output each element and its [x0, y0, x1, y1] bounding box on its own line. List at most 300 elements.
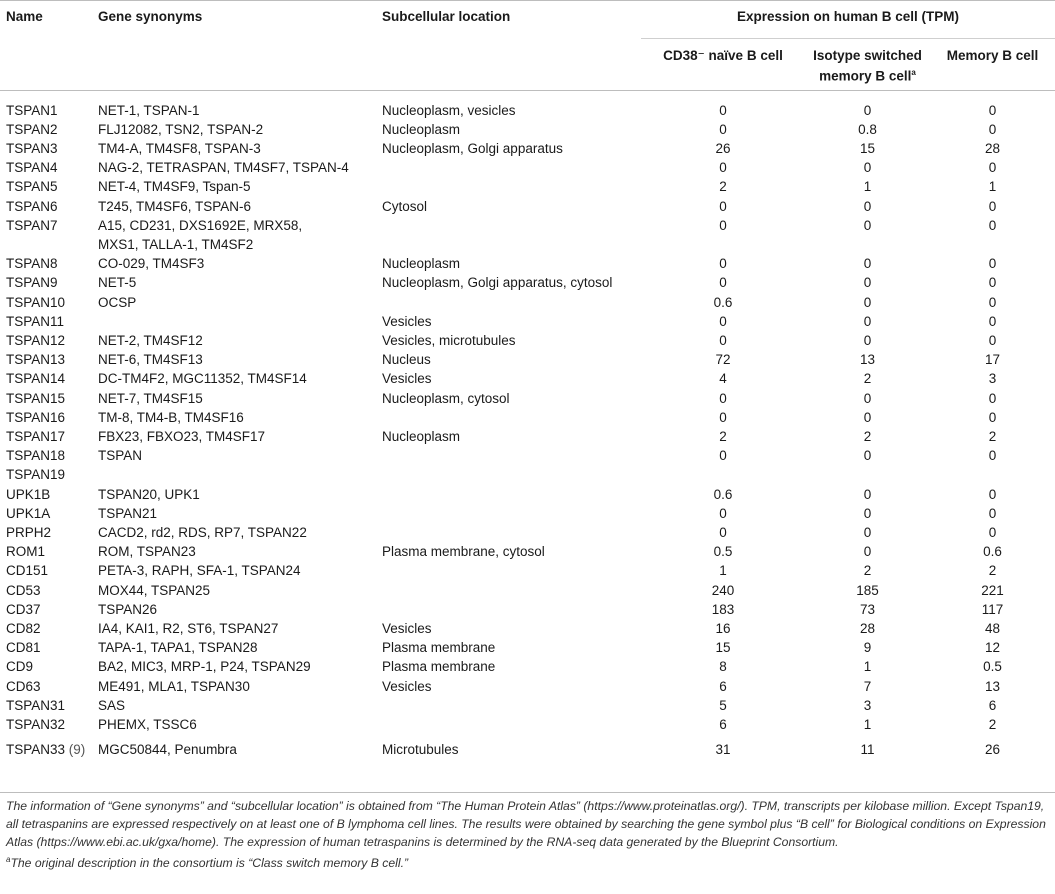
cell-name: [0, 197, 98, 216]
table-row: [0, 542, 1055, 561]
table-bottom-rule: [0, 792, 1055, 793]
cell-name: [0, 427, 98, 446]
gene-name: CD53: [6, 582, 41, 598]
gene-name: TSPAN2: [6, 121, 58, 137]
cell-naive: 2: [719, 428, 727, 444]
table-row: [0, 273, 1055, 292]
cell-name: [0, 369, 98, 388]
cell-name: [0, 715, 98, 734]
cell-naive: 4: [719, 371, 727, 387]
cell-name: [0, 350, 98, 369]
cell-switched: 2: [863, 563, 872, 579]
cell-naive: 0: [719, 121, 727, 137]
cell-location: Microtubules: [382, 742, 459, 758]
gene-name: TSPAN16: [6, 409, 66, 425]
table-row: [0, 139, 1055, 158]
cell-switched: 1: [863, 717, 872, 732]
cell-name: [0, 734, 98, 759]
cell-memory: 2: [988, 563, 997, 579]
footnote-a: [6, 851, 1046, 872]
cell-naive: 0: [719, 313, 727, 329]
table-row: [0, 485, 1055, 504]
synonyms-text: NET-6, TM4SF13: [98, 352, 203, 368]
table-row: [0, 197, 1055, 216]
cell-synonyms: [98, 197, 382, 216]
cell-memory: 0: [988, 102, 997, 118]
synonyms-text: TSPAN26: [98, 601, 158, 617]
gene-name: TSPAN1: [6, 102, 58, 118]
cell-naive: 0: [719, 448, 727, 464]
header-blank-3: [382, 38, 641, 90]
synonyms-text: NAG-2, TETRASPAN, TM4SF7, TSPAN-4: [98, 160, 349, 176]
cell-synonyms: [98, 350, 382, 369]
cell-name: [0, 293, 98, 312]
cell-switched: 0: [863, 486, 872, 502]
cell-synonyms: [98, 446, 382, 465]
cell-naive: 26: [715, 140, 731, 156]
table-row: [0, 158, 1055, 177]
footnote-a-marker: a: [6, 855, 11, 864]
cell-memory: 17: [984, 352, 1001, 368]
cell-location: [382, 216, 641, 254]
cell-location: Nucleoplasm, vesicles: [382, 102, 516, 118]
cell-switched: 0: [863, 198, 872, 214]
cell-synonyms: [98, 389, 382, 408]
cell-naive: 0: [719, 409, 727, 425]
cell-synonyms: [98, 561, 382, 580]
cell-switched: 2: [863, 428, 872, 444]
table-row: [0, 677, 1055, 696]
table-row: [0, 734, 1055, 759]
cell-location: [382, 177, 641, 196]
cell-memory: 0: [988, 217, 997, 233]
cell-switched: 0: [863, 102, 872, 118]
synonyms-text: A15, CD231, DXS1692E, MRX58,: [98, 217, 303, 233]
table-footnotes: [6, 797, 1046, 872]
cell-memory: 221: [981, 582, 1004, 598]
cell-synonyms: [98, 158, 382, 177]
header-blank-2: [98, 38, 382, 90]
cell-memory: 3: [988, 371, 997, 387]
cell-naive: 15: [715, 640, 731, 656]
cell-synonyms: [98, 369, 382, 388]
table-row: [0, 216, 1055, 254]
table-row: [0, 581, 1055, 600]
cell-name: [0, 677, 98, 696]
synonyms-text: TM4-A, TM4SF8, TSPAN-3: [98, 140, 261, 156]
cell-synonyms: [98, 427, 382, 446]
cell-name: [0, 542, 98, 561]
gene-name: CD37: [6, 601, 41, 617]
gene-name: TSPAN12: [6, 332, 66, 348]
cell-memory: 2: [988, 428, 997, 444]
gene-name: TSPAN32: [6, 717, 66, 732]
synonyms-text: SAS: [98, 697, 126, 713]
table-row: [0, 254, 1055, 273]
cell-naive: 0.6: [713, 294, 733, 310]
cell-location: [382, 561, 641, 580]
cell-name: [0, 158, 98, 177]
cell-naive: 0.6: [713, 486, 733, 502]
cell-synonyms: [98, 120, 382, 139]
gene-name: TSPAN19: [6, 467, 66, 483]
cell-name: [0, 216, 98, 254]
cell-memory: 0: [988, 313, 997, 329]
cell-synonyms: [98, 696, 382, 715]
cell-location: [382, 523, 641, 542]
cell-synonyms: [98, 465, 382, 484]
cell-name: [0, 389, 98, 408]
gene-name: CD82: [6, 620, 41, 636]
synonyms-text: NET-7, TM4SF15: [98, 390, 203, 406]
cell-switched: 2: [863, 371, 872, 387]
cell-switched: 0: [863, 294, 872, 310]
cell-switched: 1: [863, 179, 872, 195]
cell-naive: 0.5: [713, 544, 733, 560]
cell-memory: 117: [981, 601, 1004, 617]
cell-naive: 8: [719, 659, 727, 675]
cell-switched: 28: [859, 620, 876, 636]
cell-memory: 28: [984, 140, 1001, 156]
header-location: Subcellular location: [382, 9, 511, 24]
cell-synonyms: [98, 677, 382, 696]
cell-location: Vesicles: [382, 371, 432, 387]
cell-switched: 13: [859, 352, 876, 368]
cell-naive: [641, 465, 805, 484]
cell-name: [0, 446, 98, 465]
cell-location: Vesicles: [382, 313, 432, 329]
gene-name: CD81: [6, 640, 41, 656]
cell-synonyms: [98, 273, 382, 292]
cell-location: Vesicles: [382, 678, 432, 694]
cell-memory: 48: [984, 620, 1001, 636]
cell-location: Nucleoplasm, Golgi apparatus, cytosol: [382, 275, 613, 291]
gene-name: CD151: [6, 563, 49, 579]
cell-name: [0, 638, 98, 657]
cell-naive: 16: [715, 620, 731, 636]
footnote-main: The information of “Gene synonyms” and “subcellular location” is obtained from “The Human Protein Atlas” (https://www.proteinatlas.org/). TPM, transcripts per kilobase million. Except Tspan19, all tetraspanins are expressed respectively on at least one of B lymphoma cell lines. The results were obtained by searching the gene symbol plus “B cell” for Biological conditions on Expression Atlas (https://www.ebi.ac.uk/gxa/home). The expression of human tetraspanins is determined by the RNA-seq data generated by the Blueprint Consortium.: [6, 799, 1046, 849]
gene-name: CD63: [6, 678, 41, 694]
cell-name: [0, 619, 98, 638]
cell-location: Nucleus: [382, 352, 431, 368]
gene-name: CD9: [6, 659, 34, 675]
cell-switched: 0: [863, 409, 872, 425]
cell-naive: 0: [719, 275, 727, 291]
table-row: [0, 523, 1055, 542]
cell-memory: 26: [984, 742, 1001, 758]
gene-name: TSPAN3: [6, 140, 58, 156]
gene-name: TSPAN31: [6, 697, 66, 713]
cell-naive: 6: [719, 717, 727, 732]
cell-location: [382, 581, 641, 600]
cell-memory: 0: [988, 524, 997, 540]
cell-switched: 185: [856, 582, 879, 598]
cell-naive: 0: [719, 217, 727, 233]
cell-switched: 15: [859, 140, 876, 156]
cell-name: [0, 90, 98, 120]
cell-switched: [805, 465, 930, 484]
gene-name: TSPAN17: [6, 428, 66, 444]
gene-name: TSPAN13: [6, 352, 66, 368]
header-expression-group: Expression on human B cell (TPM): [641, 0, 1055, 38]
header-naive-label: CD38⁻ naïve B cell: [663, 47, 783, 63]
cell-switched: 0: [863, 313, 872, 329]
cell-synonyms: [98, 638, 382, 657]
cell-synonyms: [98, 254, 382, 273]
table-row: [0, 408, 1055, 427]
header-memory: [930, 38, 1055, 90]
synonyms-text: PETA-3, RAPH, SFA-1, TSPAN24: [98, 563, 301, 579]
cell-naive: 0: [719, 332, 727, 348]
header-blank-1: [0, 38, 98, 90]
gene-name: TSPAN15: [6, 390, 66, 406]
cell-switched: 0: [863, 448, 872, 464]
table-row: [0, 312, 1055, 331]
table-row: [0, 350, 1055, 369]
cell-switched: 3: [863, 697, 872, 713]
synonyms-text: OCSP: [98, 294, 137, 310]
cell-synonyms: [98, 715, 382, 734]
table-row: [0, 561, 1055, 580]
table-row: [0, 389, 1055, 408]
cell-location: Cytosol: [382, 198, 428, 214]
cell-synonyms: [98, 581, 382, 600]
gene-name: TSPAN8: [6, 256, 58, 272]
synonyms-text: NET-2, TM4SF12: [98, 332, 203, 348]
cell-synonyms: [98, 657, 382, 676]
cell-memory: 0.5: [983, 659, 1002, 675]
cell-location: [382, 293, 641, 312]
cell-naive: 0: [719, 160, 727, 176]
cell-synonyms: [98, 523, 382, 542]
gene-reference: (9): [68, 742, 86, 758]
cell-synonyms: [98, 139, 382, 158]
cell-memory: 0: [988, 332, 997, 348]
gene-name: TSPAN7: [6, 217, 58, 233]
synonyms-text: IA4, KAI1, R2, ST6, TSPAN27: [98, 620, 279, 636]
table-row: [0, 465, 1055, 484]
cell-name: [0, 485, 98, 504]
table-row: [0, 177, 1055, 196]
cell-synonyms: [98, 734, 382, 759]
cell-name: [0, 657, 98, 676]
synonyms-text: FBX23, FBXO23, TM4SF17: [98, 428, 266, 444]
cell-memory: 0: [988, 256, 997, 272]
table-row: [0, 446, 1055, 465]
synonyms-text-line2: MXS1, TALLA-1, TM4SF2: [98, 236, 254, 252]
synonyms-text: FLJ12082, TSN2, TSPAN-2: [98, 121, 264, 137]
cell-name: [0, 254, 98, 273]
cell-switched: 0: [863, 390, 872, 406]
cell-switched: 73: [859, 601, 876, 617]
cell-name: [0, 408, 98, 427]
synonyms-text: NET-5: [98, 275, 137, 291]
cell-synonyms: [98, 293, 382, 312]
table-row: [0, 293, 1055, 312]
cell-name: [0, 312, 98, 331]
cell-name: [0, 696, 98, 715]
cell-naive: 0: [719, 390, 727, 406]
cell-synonyms: [98, 90, 382, 120]
synonyms-text: PHEMX, TSSC6: [98, 717, 197, 732]
cell-location: [382, 600, 641, 619]
cell-location: [382, 408, 641, 427]
cell-switched: 0: [863, 505, 872, 521]
cell-switched: 0.8: [858, 121, 877, 137]
synonyms-text: ME491, MLA1, TSPAN30: [98, 678, 250, 694]
cell-naive: 0: [719, 505, 727, 521]
header-switched-footnote: a: [911, 67, 916, 77]
synonyms-text: NET-1, TSPAN-1: [98, 102, 200, 118]
cell-naive: 6: [719, 678, 727, 694]
cell-naive: 0: [719, 198, 727, 214]
header-memory-label: Memory B cell: [946, 47, 1039, 63]
cell-naive: 183: [711, 601, 735, 617]
table-row: [0, 120, 1055, 139]
table-row: [0, 427, 1055, 446]
table-row: [0, 504, 1055, 523]
synonyms-text: TSPAN20, UPK1: [98, 486, 200, 502]
cell-naive: 0: [719, 256, 727, 272]
table-row: [0, 369, 1055, 388]
table-row: [0, 696, 1055, 715]
synonyms-text: TSPAN: [98, 448, 143, 464]
cell-name: [0, 177, 98, 196]
cell-location: [382, 485, 641, 504]
table-body: [0, 90, 1055, 759]
cell-memory: 0: [988, 198, 997, 214]
cell-name: [0, 523, 98, 542]
cell-naive: 72: [715, 352, 731, 368]
cell-location: [382, 465, 641, 484]
table-row: [0, 657, 1055, 676]
gene-name: UPK1B: [6, 486, 51, 502]
cell-synonyms: [98, 485, 382, 504]
synonyms-text: BA2, MIC3, MRP-1, P24, TSPAN29: [98, 659, 311, 675]
cell-synonyms: [98, 619, 382, 638]
cell-synonyms: [98, 504, 382, 523]
cell-naive: 0: [719, 102, 727, 118]
synonyms-text: TAPA-1, TAPA1, TSPAN28: [98, 640, 258, 656]
cell-memory: [930, 465, 1055, 484]
cell-switched: 0: [863, 524, 872, 540]
header-naive: [641, 38, 805, 90]
cell-switched: 11: [860, 742, 875, 758]
cell-naive: 1: [719, 563, 727, 579]
cell-name: [0, 120, 98, 139]
cell-synonyms: [98, 542, 382, 561]
synonyms-text: T245, TM4SF6, TSPAN-6: [98, 198, 252, 214]
cell-memory: 0: [988, 275, 997, 291]
cell-switched: 0: [863, 544, 872, 560]
table-row: [0, 715, 1055, 734]
cell-memory: 0: [988, 409, 997, 425]
cell-location: [382, 715, 641, 734]
header-name: Name: [6, 9, 43, 24]
gene-name: UPK1A: [6, 505, 51, 521]
cell-memory: 0: [988, 390, 997, 406]
cell-memory: 0: [988, 448, 997, 464]
cell-naive: 5: [719, 697, 727, 713]
cell-synonyms: [98, 600, 382, 619]
synonyms-text: ROM, TSPAN23: [98, 544, 196, 560]
cell-switched: 0: [863, 256, 872, 272]
cell-location: [382, 446, 641, 465]
synonyms-text: MGC50844, Penumbra: [98, 742, 237, 758]
cell-memory: 0: [988, 294, 997, 310]
cell-naive: 240: [711, 582, 735, 598]
cell-location: [382, 158, 641, 177]
table-row: [0, 638, 1055, 657]
synonyms-text: TM-8, TM4-B, TM4SF16: [98, 409, 244, 425]
cell-name: [0, 581, 98, 600]
gene-name: TSPAN5: [6, 179, 58, 195]
cell-memory: 2: [988, 717, 997, 732]
table-row: [0, 619, 1055, 638]
synonyms-text: CO-029, TM4SF3: [98, 256, 205, 272]
gene-name: TSPAN4: [6, 160, 58, 176]
cell-naive: 31: [715, 742, 731, 758]
gene-name: TSPAN14: [6, 371, 66, 387]
synonyms-text: NET-4, TM4SF9, Tspan-5: [98, 179, 251, 195]
cell-synonyms: [98, 177, 382, 196]
cell-location: [382, 504, 641, 523]
table-row: [0, 90, 1055, 120]
header-switched-line1: Isotype switched: [813, 47, 922, 63]
cell-location: Vesicles: [382, 620, 432, 636]
cell-switched: 0: [863, 332, 872, 348]
cell-memory: 6: [988, 697, 997, 713]
cell-naive: 2: [719, 179, 727, 195]
cell-synonyms: [98, 312, 382, 331]
cell-location: Nucleoplasm, cytosol: [382, 390, 510, 406]
cell-switched: 9: [863, 640, 872, 656]
cell-location: Nucleoplasm, Golgi apparatus: [382, 140, 563, 156]
header-switched-line2: memory B cell: [819, 68, 912, 83]
cell-memory: 0: [988, 505, 997, 521]
cell-memory: 0: [988, 486, 997, 502]
cell-location: [382, 696, 641, 715]
cell-synonyms: [98, 216, 382, 254]
footnote-a-text: The original description in the consortium is “Class switch memory B cell.”: [10, 856, 409, 871]
gene-name: TSPAN33: [6, 742, 66, 758]
cell-synonyms: [98, 331, 382, 350]
cell-switched: 0: [863, 275, 872, 291]
synonyms-text: TSPAN21: [98, 505, 158, 521]
cell-switched: 7: [863, 678, 872, 694]
gene-name: TSPAN6: [6, 198, 58, 214]
header-synonyms: Gene synonyms: [98, 9, 203, 24]
cell-name: [0, 331, 98, 350]
cell-name: [0, 561, 98, 580]
cell-location: Nucleoplasm: [382, 428, 461, 444]
cell-switched: 1: [863, 659, 872, 675]
cell-memory: 1: [988, 179, 997, 195]
cell-name: [0, 504, 98, 523]
synonyms-text: MOX44, TSPAN25: [98, 582, 211, 598]
cell-switched: 0: [863, 160, 872, 176]
gene-name: TSPAN11: [6, 313, 65, 329]
header-switched: [805, 38, 930, 90]
cell-location: Vesicles, microtubules: [382, 332, 516, 348]
synonyms-text: DC-TM4F2, MGC11352, TM4SF14: [98, 371, 307, 387]
cell-name: [0, 465, 98, 484]
gene-name: TSPAN9: [6, 275, 58, 291]
cell-location: Nucleoplasm: [382, 256, 461, 272]
cell-naive: 0: [719, 524, 727, 540]
cell-memory: 0: [988, 121, 997, 137]
cell-synonyms: [98, 408, 382, 427]
